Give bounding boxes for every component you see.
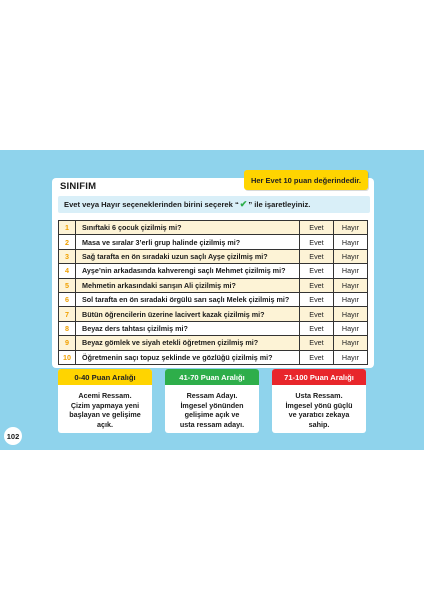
- answer-yes-option[interactable]: Evet: [300, 321, 334, 335]
- question-number: 3: [59, 249, 76, 263]
- instruction-bar: [58, 196, 370, 213]
- range-line: açık.: [97, 419, 113, 429]
- question-text: Masa ve sıralar 3’erli grup halinde çizilmiş mi?: [76, 235, 300, 249]
- question-text: Sağ tarafta en ön sıradaki uzun saçlı Ayşe çizilmiş mi?: [76, 249, 300, 263]
- table-row: [59, 307, 368, 321]
- range-line: başlayan ve gelişime: [69, 410, 141, 419]
- answer-no-option[interactable]: Hayır: [334, 292, 368, 306]
- range-line: sahip.: [308, 419, 330, 429]
- question-number: 5: [59, 278, 76, 292]
- question-number: 7: [59, 307, 76, 321]
- answer-no-option[interactable]: Hayır: [334, 221, 368, 235]
- answer-yes-option[interactable]: Evet: [300, 249, 334, 263]
- range-line: İmgesel yönünden: [180, 400, 244, 410]
- table-row: [59, 321, 368, 335]
- score-note-badge: Her Evet 10 puan değerindedir.: [244, 170, 368, 190]
- answer-no-option[interactable]: Hayır: [334, 249, 368, 263]
- table-row: [59, 249, 368, 263]
- range-card-description: [165, 385, 259, 429]
- answer-no-option[interactable]: Hayır: [334, 336, 368, 350]
- range-card-header: 71-100 Puan Aralığı: [272, 369, 366, 385]
- range-card-header: 0-40 Puan Aralığı: [58, 369, 152, 385]
- answer-yes-option[interactable]: Evet: [300, 235, 334, 249]
- answer-no-option[interactable]: Hayır: [334, 278, 368, 292]
- answer-yes-option[interactable]: Evet: [300, 221, 334, 235]
- question-number: 6: [59, 292, 76, 306]
- table-row: [59, 292, 368, 306]
- range-card-beginner: [58, 369, 152, 433]
- question-text: Sol tarafta en ön sıradaki örgülü sarı saçlı Melek çizilmiş mi?: [76, 292, 300, 306]
- question-number: 2: [59, 235, 76, 249]
- range-line: Ressam Adayı.: [186, 391, 238, 400]
- range-line: İmgesel yönü güçlü: [285, 400, 353, 410]
- range-card-description: [272, 385, 366, 429]
- table-row: [59, 221, 368, 235]
- question-number: 10: [59, 350, 76, 364]
- range-card-master: [272, 369, 366, 433]
- question-text: Beyaz ders tahtası çizilmiş mi?: [76, 321, 300, 335]
- table-row: [59, 235, 368, 249]
- checkmark-icon: ✔: [239, 199, 248, 209]
- range-line: Usta Ressam.: [295, 391, 343, 400]
- table-row: [59, 278, 368, 292]
- question-number: 1: [59, 221, 76, 235]
- instruction-text-start: Evet veya Hayır seçeneklerinden birini seçerek “: [64, 200, 239, 209]
- answer-no-option[interactable]: Hayır: [334, 350, 368, 364]
- range-line: usta ressam adayı.: [179, 419, 245, 429]
- answer-no-option[interactable]: Hayır: [334, 307, 368, 321]
- range-card-candidate: [165, 369, 259, 433]
- answer-no-option[interactable]: Hayır: [334, 235, 368, 249]
- question-text: Ayşe’nin arkadasında kahverengi saçlı Mehmet çizilmiş mi?: [76, 264, 300, 278]
- range-line: gelişime açık ve: [184, 410, 240, 419]
- answer-yes-option[interactable]: Evet: [300, 264, 334, 278]
- question-number: 9: [59, 336, 76, 350]
- question-number: 8: [59, 321, 76, 335]
- question-text: Mehmetin arkasındaki sarışın Ali çizilmiş mi?: [76, 278, 300, 292]
- range-line: ve yaratıcı zekaya: [288, 410, 350, 419]
- question-text: Sınıftaki 6 çocuk çizilmiş mi?: [76, 221, 300, 235]
- answer-yes-option[interactable]: Evet: [300, 336, 334, 350]
- activity-title: SINIFIM: [60, 181, 97, 192]
- instruction-text-end: ” ile işaretleyiniz.: [248, 200, 311, 209]
- range-line: Acemi Ressam.: [78, 391, 132, 400]
- answer-yes-option[interactable]: Evet: [300, 350, 334, 364]
- question-text: Beyaz gömlek ve siyah etekli öğretmen çizilmiş mi?: [76, 336, 300, 350]
- range-card-description: [58, 385, 152, 429]
- answer-yes-option[interactable]: Evet: [300, 307, 334, 321]
- table-row: [59, 350, 368, 364]
- range-card-header: 41-70 Puan Aralığı: [165, 369, 259, 385]
- answer-yes-option[interactable]: Evet: [300, 278, 334, 292]
- range-line: Çizim yapmaya yeni: [70, 400, 140, 410]
- answer-no-option[interactable]: Hayır: [334, 321, 368, 335]
- answer-yes-option[interactable]: Evet: [300, 292, 334, 306]
- answer-no-option[interactable]: Hayır: [334, 264, 368, 278]
- question-table: [58, 220, 368, 365]
- table-row: [59, 336, 368, 350]
- question-text: Öğretmenin saçı topuz şeklinde ve gözlüğü çizilmiş mi?: [76, 350, 300, 364]
- table-row: [59, 264, 368, 278]
- question-text: Bütün öğrencilerin üzerine lacivert kazak çizilmiş mi?: [76, 307, 300, 321]
- page-number: 102: [4, 427, 22, 445]
- question-number: 4: [59, 264, 76, 278]
